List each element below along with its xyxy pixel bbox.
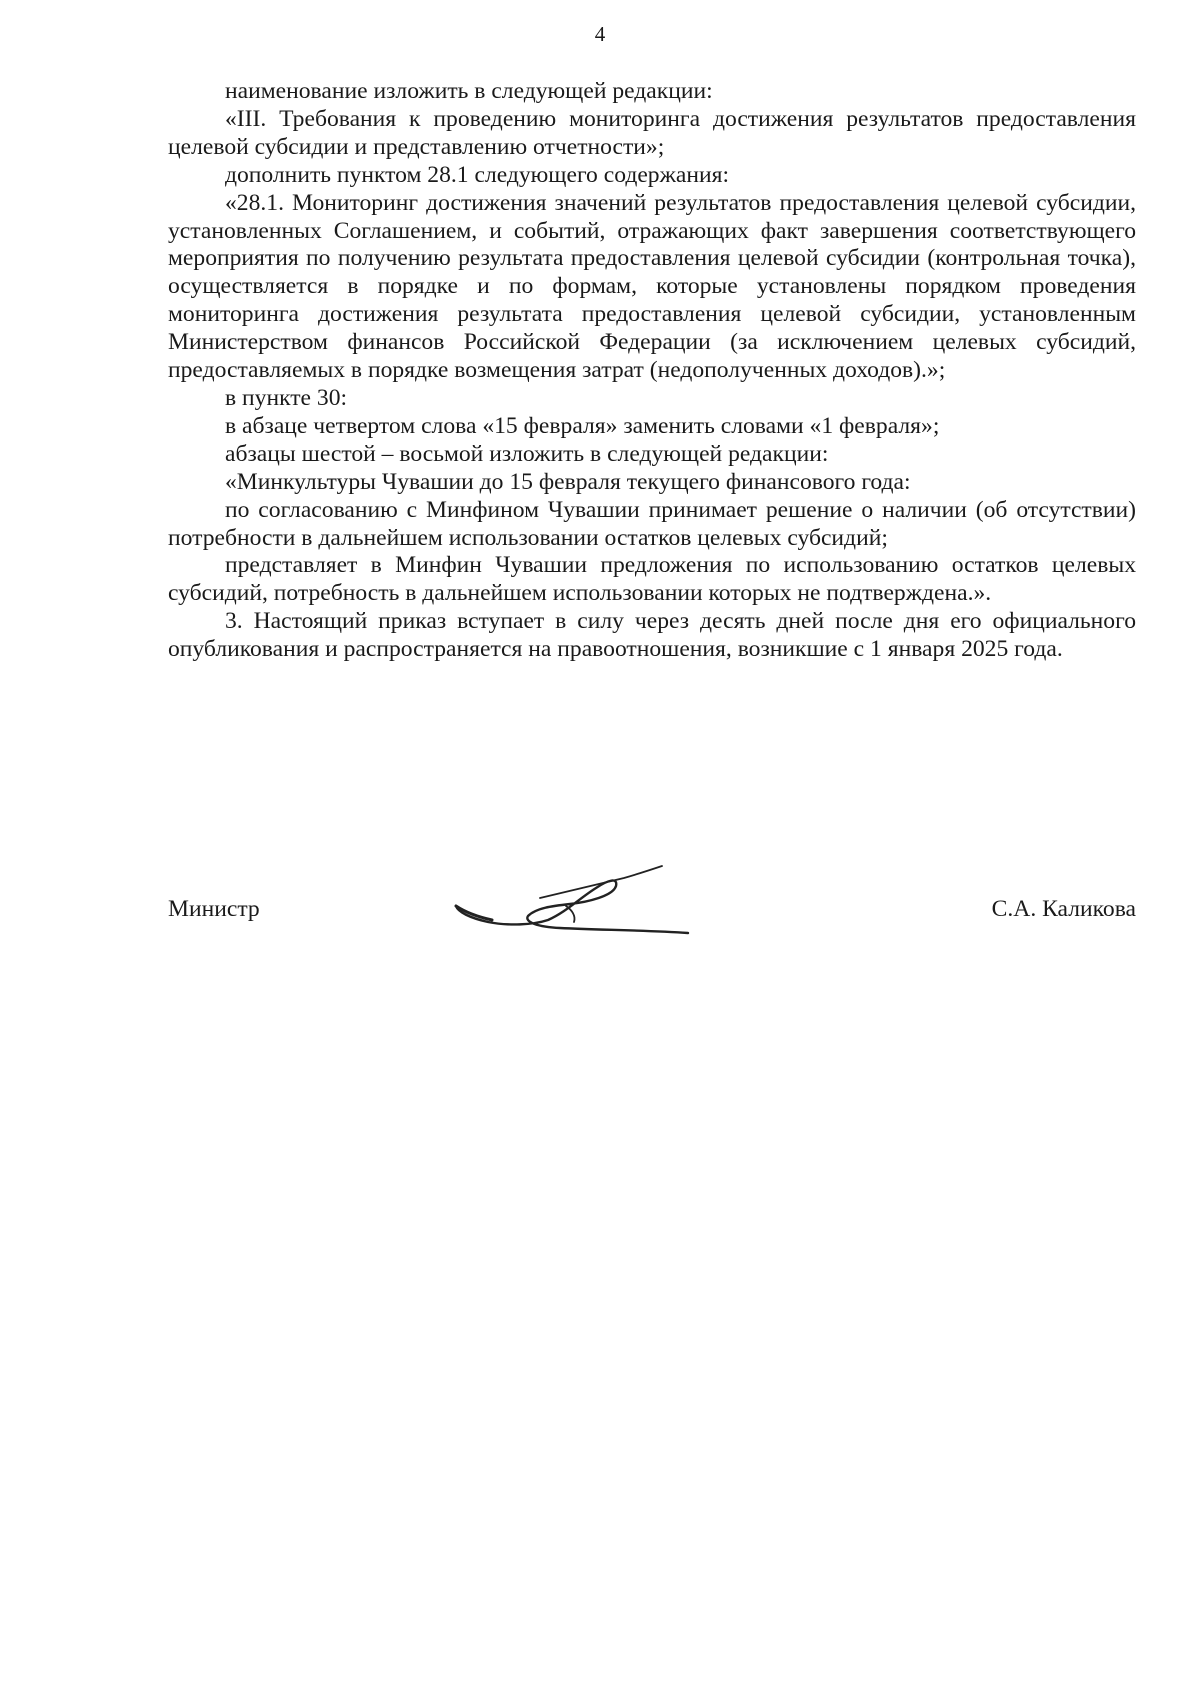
signatory-title: Министр	[168, 896, 260, 922]
paragraph: дополнить пунктом 28.1 следующего содержания:	[225, 161, 730, 188]
page-number: 4	[594, 22, 606, 46]
paragraph: по согласованию с Минфином Чувашии принимает решение о наличии (об отсутствии) потребности в дальнейшем использовании остатков целевых субсидий;	[168, 496, 1136, 551]
paragraph: в абзаце четвертом слова «15 февраля» заменить словами «1 февраля»;	[225, 412, 940, 439]
document-body	[168, 78, 1136, 664]
signature-block	[168, 850, 1136, 950]
paragraph: представляет в Минфин Чувашии предложения по использованию остатков целевых субсидий, потребность в дальнейшем использовании которых не подтверждена.».	[168, 552, 1136, 607]
paragraph: «28.1. Мониторинг достижения значений результатов предоставления целевой субсидии, установленных Соглашением, и событий, отражающих факт завершения соответствующего мероприятия по получению результата предоставления целевой субсидии (контрольная точка), осуществляется в порядке и по формам, которые установлены порядком проведения мониторинга достижения результата предоставления целевой субсидии, установленным Министерством финансов Российской Федерации (за исключением целевых субсидий, предоставляемых в порядке возмещения затрат (недополученных доходов).»;	[168, 189, 1136, 384]
paragraph: «III. Требования к проведению мониторинга достижения результатов предоставления целевой субсидии и представлению отчетности»;	[168, 105, 1136, 160]
paragraph: 3. Настоящий приказ вступает в силу через десять дней после дня его официального опубликования и распространяется на правоотношения, возникшие с 1 января 2025 года.	[168, 608, 1136, 663]
paragraph: «Минкультуры Чувашии до 15 февраля текущего финансового года:	[225, 468, 911, 495]
signatory-name: С.А. Каликова	[991, 896, 1136, 922]
paragraph: абзацы шестой – восьмой изложить в следующей редакции:	[225, 440, 829, 467]
handwritten-signature	[448, 850, 708, 940]
paragraph: наименование изложить в следующей редакции:	[225, 78, 713, 104]
paragraph: в пункте 30:	[225, 384, 348, 411]
